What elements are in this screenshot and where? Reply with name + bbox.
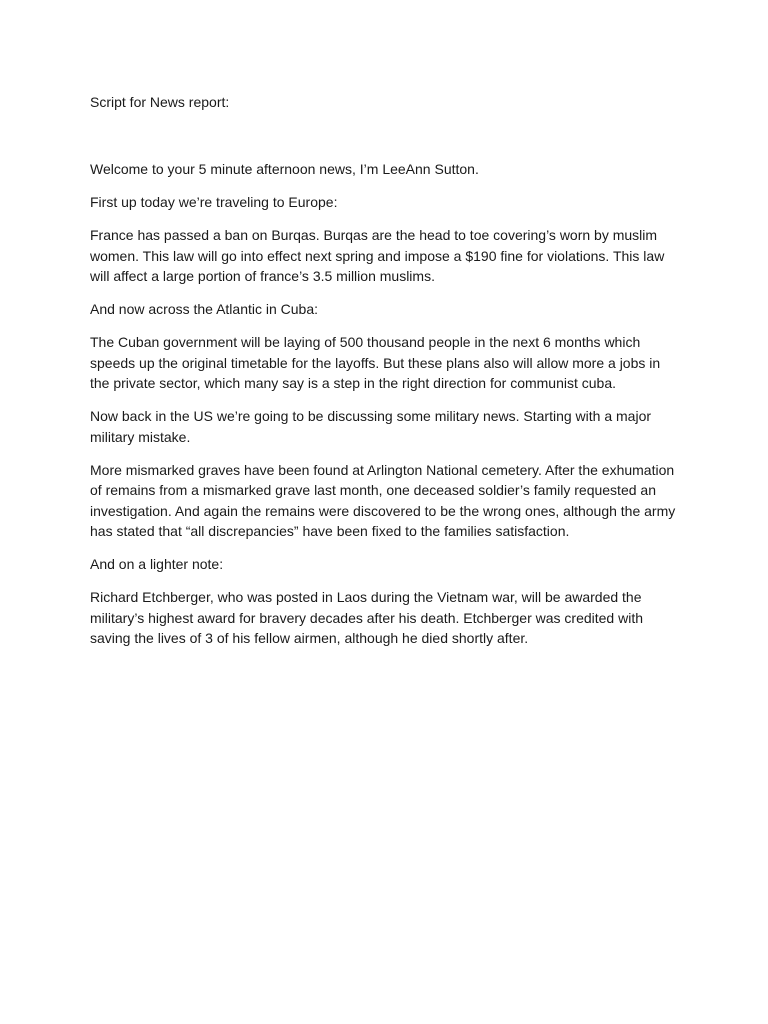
paragraph-arlington-graves: More mismarked graves have been found at Arlington National cemetery. After the exhumation of remains from a mismarked grave last month, one deceased soldier’s family requested an investigation. And again the remains were discovered to be the wrong ones, although the army has stated that “all discrepancies” have been fixed to the families satisfaction. [90, 461, 676, 539]
document-body [90, 92, 680, 661]
paragraph-cuba-layoffs: The Cuban government will be laying of 500 thousand people in the next 6 months which speeds up the original timetable for the layoffs. But these plans also will allow more a jobs in the private sector, which many say is a step in the right direction for communist cuba. [90, 334, 661, 391]
paragraph-lighter-note: And on a lighter note: [90, 556, 224, 572]
paragraph-europe-intro: First up today we’re traveling to Europe: [90, 194, 338, 210]
paragraph-france-burqa-ban: France has passed a ban on Burqas. Burqas are the head to toe covering’s worn by muslim women. This law will go into effect next spring and impose a $190 fine for violations. This law will affect a large portion of france’s 3.5 million muslims. [90, 227, 665, 284]
document-heading: Script for News report: [90, 94, 230, 110]
paragraph-welcome: Welcome to your 5 minute afternoon news, I’m LeeAnn Sutton. [90, 161, 479, 177]
paragraph-cuba-intro: And now across the Atlantic in Cuba: [90, 301, 319, 317]
paragraph-us-military-intro: Now back in the US we’re going to be discussing some military news. Starting with a major military mistake. [90, 408, 652, 445]
paragraph-etchberger-award: Richard Etchberger, who was posted in Laos during the Vietnam war, will be awarded the military’s highest award for bravery decades after his death. Etchberger was credited with saving the lives of 3 of his fellow airmen, although he died shortly after. [90, 589, 644, 646]
